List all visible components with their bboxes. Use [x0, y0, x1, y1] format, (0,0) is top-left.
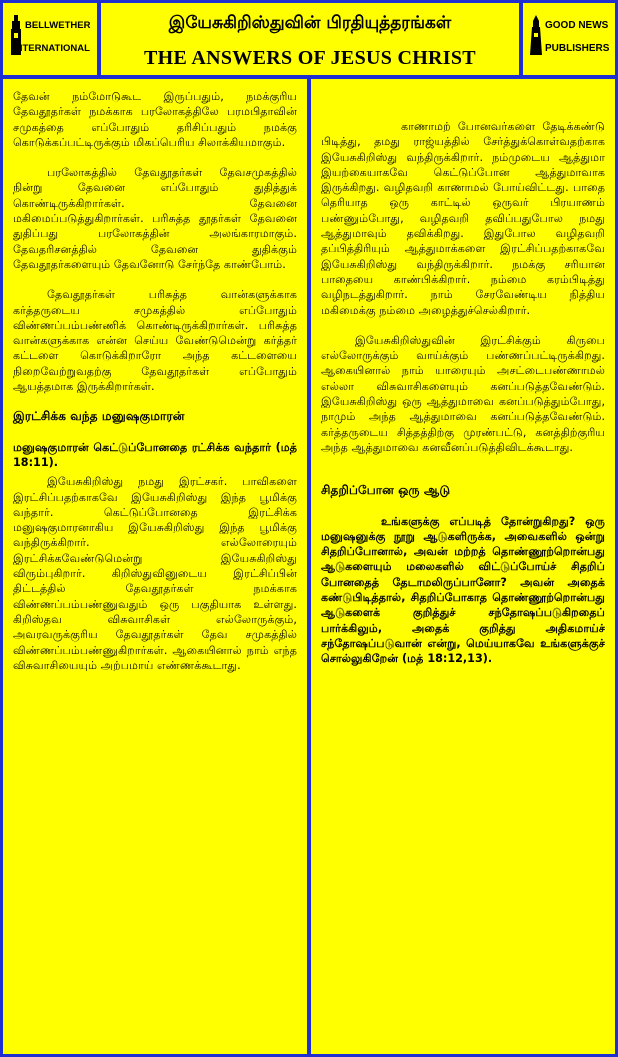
left-logo-line1: BELLWETHER	[25, 20, 91, 31]
left-paragraph-3: தேவதூதர்கள் பரிசுத்த வான்களுக்காக கர்த்தருடைய சமுகத்தில் எப்போதும் விண்ணப்பம்பண்ணிக் கொண்டிருக்கிறார்கள். பரிசுத்த வான்களுக்காக என்ன செய்ய வேண்டுமென்று கர்த்தர் கட்டளை கொடுக்கிறாரோ அந்த கட்டளையை நிறைவேற்றுவதற்கு தேவதூதர்கள் எப்போதும் ஆயத்தமாக இருக்கிறார்கள்.	[13, 288, 297, 394]
title-banner	[101, 3, 519, 75]
section-heading-lost-sheep: சிதறிப்போன ஒரு ஆடு	[321, 483, 451, 498]
right-paragraph-2: இயேசுகிறிஸ்துவின் இரட்சிக்கும் கிருபை எல்லோருக்கும் வாய்க்கும் பண்ணப்பட்டிருக்கிறது. ஆகையினால் நாம் யாரையும் அசட்டைபண்ணாமல் எல்லா விசுவாசிகளையும் கனப்படுத்தவேண்டும். இயேசுகிறிஸ்து ஒரு ஆத்துமாவை கனப்படுத்தும்போது, நாமும் அந்த ஆத்துமாவை கனப்படுத்தவேண்டும். கர்த்தருடைய சித்தத்திற்கு முரண்பட்டு, கனத்திற்குரிய அந்த ஆத்துமாவை கனவீனப்படுத்திவிடக்கூடாது.	[321, 333, 605, 454]
right-column	[311, 79, 615, 1054]
right-logo-line1: GOOD NEWS	[545, 20, 609, 31]
left-paragraph-4: இயேசுகிறிஸ்து நமது இரட்சகர். பாவிகளை இரட்சிப்பதற்காகவே இயேசுகிறிஸ்து இந்த பூமிக்கு வந்தார். கெட்டுப்போனதை இரட்சிக்க மனுஷகுமாரனாகிய இயேசுகிறிஸ்து இந்த பூமிக்கு வந்திருக்கிறார். எல்லோரையும் இரட்சிக்கவேண்டுமென்று இயேசுகிறிஸ்து விரும்புகிறார். கிறிஸ்துவினுடைய இரட்சிப்பின் திட்டத்தில் தேவதூதர்கள் நமக்காக விண்ணப்பம்பண்ணுவதும் ஒரு பகுதியாக உள்ளது. கிறிஸ்தவ விசுவாசிகள் எல்லோருக்கும், அவரவருக்குரிய தேவதூதர்கள் தேவ சமுகத்தில் விண்ணப்பம்பண்ணுகிறார்கள். ஆகையினால் நாம் எந்த விசுவாசியையும் அற்பமாய் எண்ணக்கூடாது.	[13, 475, 297, 672]
verse-matthew-18-12-13: உங்களுக்கு எப்படித் தோன்றுகிறது? ஒரு மனுஷனுக்கு நூறு ஆடுகளிருக்க, அவைகளில் ஒன்று சிதறிப்போனால், அவன் மற்றத் தொண்ணூற்றொன்பது ஆடுகளையும் மலைகளில் விட்டுப்போய்ச் சிதறிப் போனதைத் தேடாமலிருப்பானோ? அவன் அதைக் கண்டுபிடித்தால், சிதறிப்போகாத தொண்ணூற்றொன்பது ஆடுகளைக் குறித்துச் சந்தோஷப்படுகிறதைப் பார்க்கிலும், அதைக் குறித்து அதிகமாய்ச் சந்தோஷப்படுவான் என்று, மெய்யாகவே உங்களுக்குச் சொல்லுகிறேன் (மத் 18:12,13).	[321, 514, 605, 666]
lighthouse-logo-icon	[529, 15, 543, 55]
left-column	[3, 79, 307, 1054]
right-paragraph-1: காணாமற் போனவர்களை தேடிக்கண்டு பிடித்து, தமது ராஜ்யத்தில் சேர்த்துக்கொள்வதற்காக இயேசுகிறிஸ்து வந்திருக்கிறார். நம்முடைய ஆத்துமா இயற்கையாகவே கெட்டுப்போன ஆத்துமாவாக இருக்கிறது. வழிதவறி காணாமல் போய்விட்டது. பாதை தெரியாத ஒரு காட்டில் ஒருவர் பிரயாணம் பண்ணும்போது, வழிதவறி தவிப்பதுபோல நமது ஆத்துமாவும் தவிக்கிறது. இதுபோல வழிதவறி தப்பித்திரியும் ஆத்துமாக்களை இரட்சிப்பதற்காகவே இயேசுகிறிஸ்து வந்திருக்கிறார். நமக்கு சரியான பாதையை காண்பிக்கிறார். நம்மை கரம்பிடித்து வழிநடத்துகிறார். நாம் சேரவேண்டிய நித்திய மகிமைக்கு நம்மை அழைத்துச்செல்கிறார்.	[321, 120, 605, 317]
title-tamil: இயேசுகிறிஸ்துவின் பிரதியுத்தரங்கள்	[168, 13, 452, 33]
left-logo-line2: INTERNATIONAL	[13, 43, 90, 54]
bellwether-logo	[3, 3, 97, 75]
right-logo-line2: PUBLISHERS	[545, 43, 610, 54]
left-paragraph-1: தேவன் நம்மோடுகூட இருப்பதும், நமக்குரிய தேவதூதர்கள் நமக்காக பரலோகத்திலே பரமபிதாவின் சமுகத்தை எப்போதும் தரிசிப்பதும் நமக்கு கொடுக்கப்பட்டிருக்கும் மிகப்பெரிய சிலாக்கியமாகும்.	[13, 90, 297, 149]
left-paragraph-2: பரலோகத்தில் தேவதூதர்கள் தேவசமுகத்தில் நின்று தேவனை எப்போதும் துதித்துக் கொண்டிருக்கிறார்கள். தேவனை மகிமைப்படுத்துகிறார்கள். பரிசுத்த தூதர்கள் தேவனை துதிப்பது பரலோகத்தின் அலங்காரமாகும். தேவதரிசனத்தில் தேவனை துதிக்கும் தேவதூதர்களையும் தேவனோடு சேர்ந்தே காண்போம்.	[13, 166, 297, 271]
title-english: THE ANSWERS OF JESUS CHRIST	[144, 47, 476, 69]
good-news-logo	[523, 3, 615, 75]
verse-matthew-18-11: மனுஷகுமாரன் கெட்டுப்போனதை ரட்சிக்க வந்தார் (மத் 18:11).	[13, 440, 297, 469]
section-heading-saviour: இரட்சிக்க வந்த மனுஷகுமாரன்	[13, 409, 185, 424]
